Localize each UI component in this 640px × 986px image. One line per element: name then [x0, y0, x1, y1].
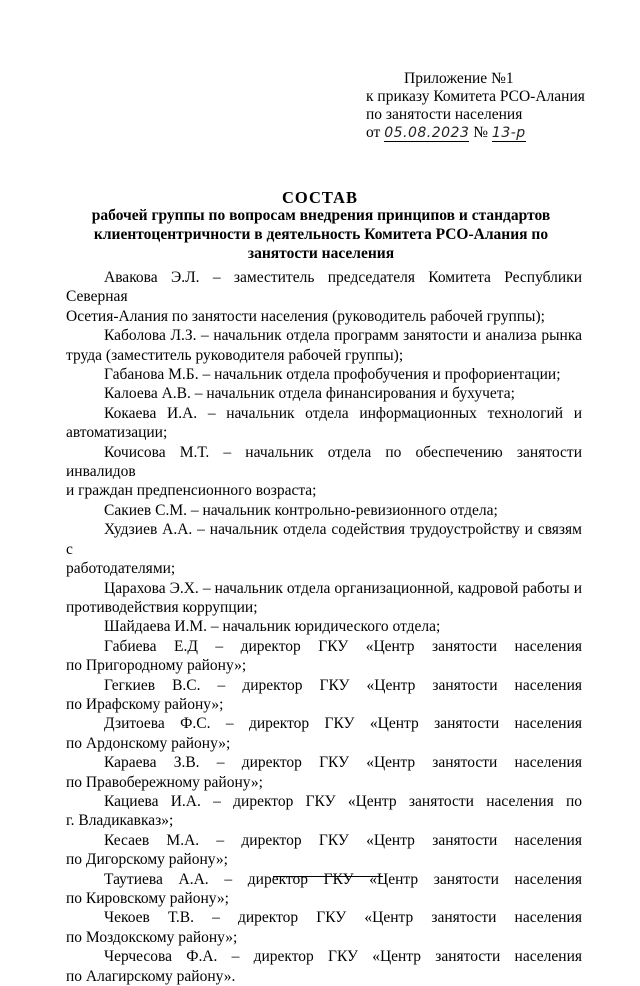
- member-text-continued: по Ирафскому району»;: [66, 695, 224, 713]
- member-item: [66, 520, 582, 578]
- member-text-continued: по Алагирскому району».: [66, 967, 236, 985]
- member-item: [66, 947, 582, 986]
- member-text: Авакова Э.Л. – заместитель председателя Комитета Республики Северная: [66, 269, 582, 306]
- member-text: Черчесова Ф.А. – директор ГКУ «Центр занятости населения: [104, 948, 582, 966]
- document-title: СОСТАВ: [282, 188, 358, 207]
- member-text-continued: автоматизации;: [66, 424, 168, 442]
- member-text-continued: по Дигорскому району»;: [66, 851, 228, 869]
- member-text: Сакиев С.М. – начальник контрольно-ревизионного отдела;: [104, 501, 498, 519]
- member-text-continued: работодателями;: [66, 560, 176, 578]
- member-text: Шайдаева И.М. – начальник юридического отдела;: [104, 618, 441, 636]
- number-prefix: №: [473, 124, 489, 141]
- member-text: Калоева А.В. – начальник отдела финансирования и бухучета;: [104, 385, 515, 403]
- member-item: [66, 908, 582, 947]
- member-item: [66, 384, 582, 403]
- member-item: [66, 443, 582, 501]
- appendix-header: [366, 70, 606, 142]
- member-text-continued: труда (заместитель руководителя рабочей группы);: [66, 346, 404, 364]
- member-item: [66, 792, 582, 831]
- order-date: 05.08.2023: [384, 125, 470, 141]
- member-text: Кокаева И.А. – начальник отдела информационных технологий и: [104, 404, 582, 422]
- member-item: [66, 831, 582, 870]
- member-text: Таутиева А.А. – директор ГКУ «Центр занятости населения: [104, 870, 582, 888]
- member-text: Царахова Э.Х. – начальник отдела организационной, кадровой работы и: [104, 579, 582, 597]
- member-item: [66, 326, 582, 365]
- member-item: [66, 753, 582, 792]
- member-text: Кесаев М.А. – директор ГКУ «Центр занятости населения: [104, 831, 582, 849]
- member-item: [66, 268, 582, 326]
- order-date-line: [366, 124, 606, 142]
- member-text-continued: по Кировскому району»;: [66, 890, 229, 907]
- member-text-continued: противодействия коррупции;: [66, 598, 258, 616]
- document-subtitle: рабочей группы по вопросам внедрения принципов и стандартов клиентоцентричности в деятельность Комитета РСО-Алания по занятости населения: [91, 207, 551, 262]
- member-text: Кациева И.А. – директор ГКУ «Центр занятости населения по: [104, 792, 582, 810]
- member-text: Караева З.В. – директор ГКУ «Центр занятости населения: [104, 754, 582, 772]
- member-item: [66, 714, 582, 753]
- member-text-continued: по Пригородному району»;: [66, 657, 247, 675]
- member-item: [66, 365, 582, 384]
- member-text-continued: по Правобережному району»;: [66, 773, 263, 791]
- member-item: [66, 676, 582, 715]
- member-text: Худзиев А.А. – начальник отдела содействия трудоустройству и связям с: [66, 521, 582, 558]
- member-item: [66, 579, 582, 618]
- order-reference: к приказу Комитета РСО-Алания: [366, 88, 585, 105]
- member-text: Гегкиев В.С. – директор ГКУ «Центр занятости населения: [104, 676, 582, 694]
- member-text: Габиева Е.Д – директор ГКУ «Центр занятости населения: [104, 637, 582, 655]
- member-text: Дзитоева Ф.С. – директор ГКУ «Центр занятости населения: [104, 715, 582, 733]
- member-text-continued: по Ардонскому району»;: [66, 734, 231, 752]
- member-item: [66, 501, 582, 520]
- appendix-label: Приложение №1: [404, 70, 514, 87]
- member-text-continued: и граждан предпенсионного возраста;: [66, 482, 317, 500]
- member-text-continued: Осетия-Алания по занятости населения (руководитель рабочей группы);: [66, 307, 545, 325]
- order-department: по занятости населения: [366, 106, 523, 123]
- date-prefix: от: [366, 124, 381, 141]
- members-list: [66, 268, 582, 986]
- member-text: Каболова Л.З. – начальник отдела программ занятости и анализа рынка: [104, 327, 582, 345]
- member-item: [66, 617, 582, 636]
- order-number: 13-р: [491, 125, 526, 141]
- member-item: [66, 404, 582, 443]
- member-item: [66, 637, 582, 676]
- member-text-continued: по Моздокскому району»;: [66, 928, 238, 946]
- member-text: Габанова М.Б. – начальник отдела профобучения и профориентации;: [104, 366, 561, 384]
- member-text: Чекоев Т.В. – директор ГКУ «Центр занятости населения: [104, 909, 582, 927]
- closing-rule: [273, 876, 383, 877]
- member-text: Кочисова М.Т. – начальник отдела по обеспечению занятости инвалидов: [66, 443, 582, 481]
- member-text-continued: г. Владикавказ»;: [66, 812, 174, 830]
